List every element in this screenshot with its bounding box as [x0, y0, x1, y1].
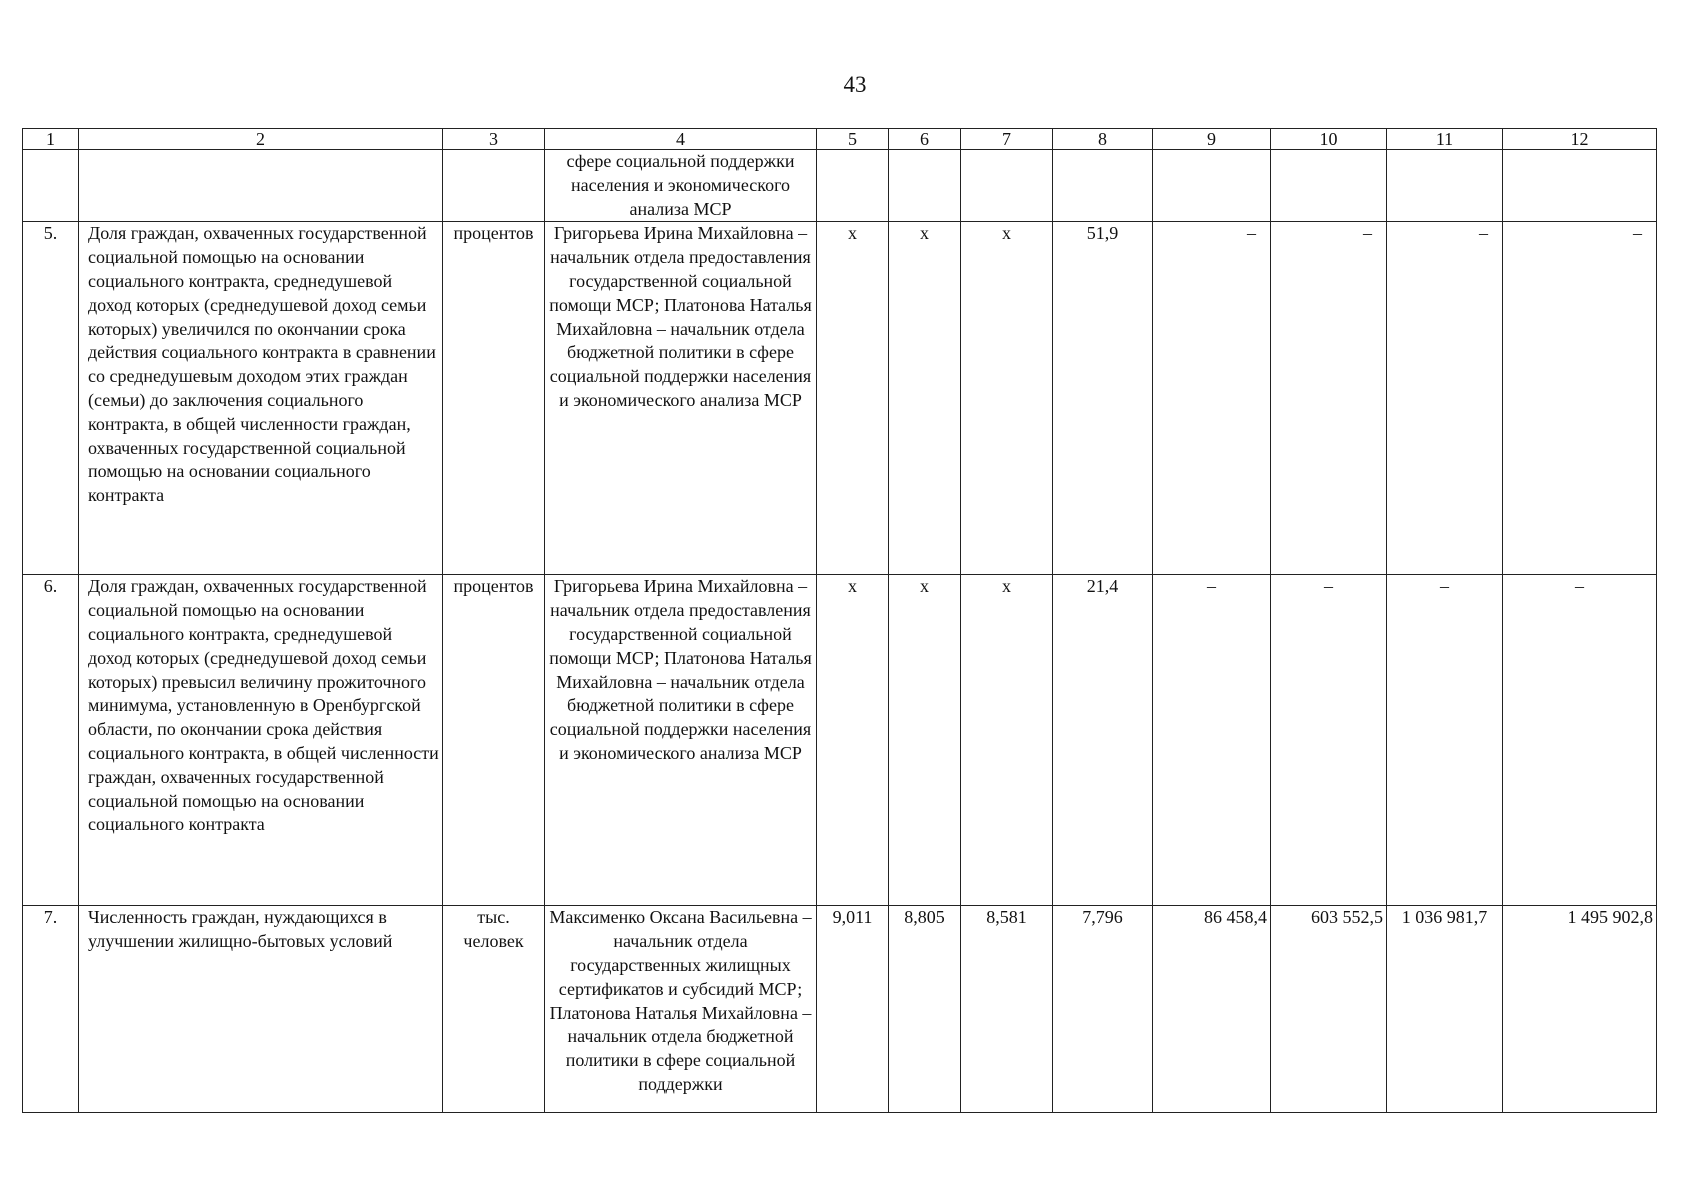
cell-v5: х [817, 222, 889, 575]
cell-v10: – [1271, 222, 1387, 575]
cell-v11: – [1387, 222, 1503, 575]
cell-v11 [1387, 150, 1503, 222]
cell-v7: х [961, 222, 1053, 575]
cell-v11: – [1387, 575, 1503, 906]
cell-num: 5. [23, 222, 79, 575]
header-row [23, 129, 1657, 150]
cell-unit [443, 150, 545, 222]
cell-v12: – [1503, 222, 1657, 575]
table-header [23, 129, 1657, 150]
header-col-6: 6 [889, 129, 961, 150]
cell-v12: 1 495 902,8 [1503, 906, 1657, 1113]
cell-v6: х [889, 222, 961, 575]
header-col-11: 11 [1387, 129, 1503, 150]
cell-v7: 8,581 [961, 906, 1053, 1113]
cell-v9: 86 458,4 [1153, 906, 1271, 1113]
cell-responsible: сфере социальной поддержки населения и экономического анализа МСР [545, 150, 817, 222]
table-row [23, 575, 1657, 906]
cell-num [23, 150, 79, 222]
cell-name: Численность граждан, нуждающихся в улучшении жилищно-бытовых условий [79, 906, 443, 1113]
cell-unit: процентов [443, 222, 545, 575]
cell-v12 [1503, 150, 1657, 222]
header-col-7: 7 [961, 129, 1053, 150]
cell-v6: 8,805 [889, 906, 961, 1113]
header-col-3: 3 [443, 129, 545, 150]
cell-unit: процентов [443, 575, 545, 906]
header-col-9: 9 [1153, 129, 1271, 150]
header-col-1: 1 [23, 129, 79, 150]
cell-v6: х [889, 575, 961, 906]
table-row-continuation [23, 150, 1657, 222]
table-row [23, 222, 1657, 575]
cell-v5: 9,011 [817, 906, 889, 1113]
cell-v12: – [1503, 575, 1657, 906]
cell-v9: – [1153, 575, 1271, 906]
header-col-8: 8 [1053, 129, 1153, 150]
table-row [23, 906, 1657, 1113]
cell-responsible: Максименко Оксана Васильевна – начальник отдела государственных жилищных сертификатов и субсидий МСР; Платонова Наталья Михайловна – начальник отдела бюджетной политики в сфере социальной поддержки [545, 906, 817, 1113]
cell-num: 7. [23, 906, 79, 1113]
cell-v9 [1153, 150, 1271, 222]
cell-responsible: Григорьева Ирина Михайловна – начальник отдела предоставления государственной социальной помощи МСР; Платонова Наталья Михайловна – начальник отдела бюджетной политики в сфере социальной поддержки населения и экономического анализа МСР [545, 222, 817, 575]
cell-num: 6. [23, 575, 79, 906]
cell-v5: х [817, 575, 889, 906]
cell-unit: тыс. человек [443, 906, 545, 1113]
cell-v8 [1053, 150, 1153, 222]
cell-v9: – [1153, 222, 1271, 575]
cell-name: Доля граждан, охваченных государственной социальной помощью на основании социального контракта, среднедушевой доход которых (среднедушевой доход семьи которых) увеличился по окончании срока действия социального контракта в сравнении со среднедушевым доходом этих граждан (семьи) до заключения социального контракта, в общей численности граждан, охваченных государственной социальной помощью на основании социального контракта [79, 222, 443, 575]
cell-v11: 1 036 981,7 [1387, 906, 1503, 1113]
indicators-table [22, 128, 1657, 1113]
header-col-12: 12 [1503, 129, 1657, 150]
cell-v8: 51,9 [1053, 222, 1153, 575]
header-col-10: 10 [1271, 129, 1387, 150]
cell-v5 [817, 150, 889, 222]
cell-v7 [961, 150, 1053, 222]
cell-name [79, 150, 443, 222]
header-col-5: 5 [817, 129, 889, 150]
cell-v8: 21,4 [1053, 575, 1153, 906]
cell-v7: х [961, 575, 1053, 906]
cell-v10 [1271, 150, 1387, 222]
cell-v8: 7,796 [1053, 906, 1153, 1113]
cell-name: Доля граждан, охваченных государственной социальной помощью на основании социального контракта, среднедушевой доход которых (среднедушевой доход семьи которых) превысил величину прожиточного минимума, установленную в Оренбургской области, по окончании срока действия социального контракта, в общей численности граждан, охваченных государственной социальной помощью на основании социального контракта [79, 575, 443, 906]
cell-v6 [889, 150, 961, 222]
cell-v10: 603 552,5 [1271, 906, 1387, 1113]
header-col-2: 2 [79, 129, 443, 150]
cell-responsible: Григорьева Ирина Михайловна – начальник отдела предоставления государственной социальной помощи МСР; Платонова Наталья Михайловна – начальник отдела бюджетной политики в сфере социальной поддержки населения и экономического анализа МСР [545, 575, 817, 906]
cell-v10: – [1271, 575, 1387, 906]
header-col-4: 4 [545, 129, 817, 150]
page-number: 43 [843, 72, 867, 97]
